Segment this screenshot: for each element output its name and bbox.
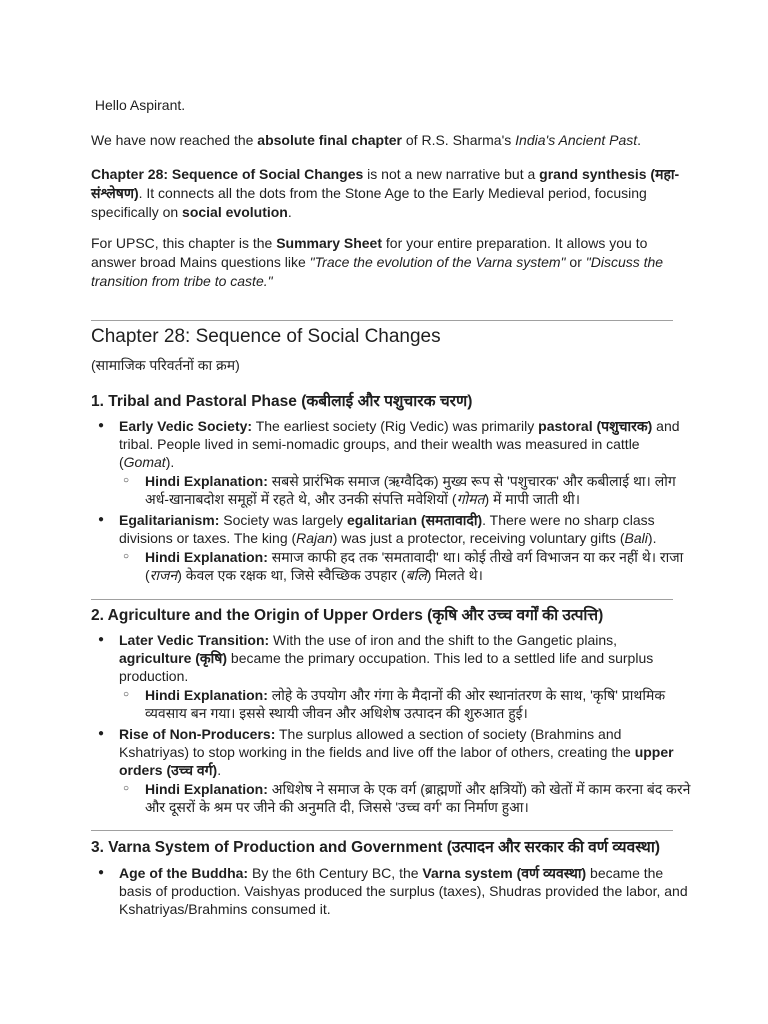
- list-item: [91, 511, 691, 584]
- bold-text: Summary Sheet: [276, 235, 383, 251]
- greeting-text: Hello Aspirant.: [94, 97, 186, 113]
- italic-text: बलि: [405, 567, 427, 583]
- list-item: [91, 725, 691, 816]
- text: Society was largely: [219, 512, 347, 528]
- text: The surplus allowed a section of society (Brahmins and Kshatriyas) to stop working in the fields and live off the labor of others, creating the: [119, 726, 635, 760]
- greeting: [91, 96, 691, 115]
- italic-text: "Trace the evolution of the Varna system": [309, 254, 566, 270]
- text: ) was just a protector, receiving voluntary gifts (: [332, 530, 625, 546]
- italic-text: Gomat: [123, 454, 166, 470]
- text: .: [287, 204, 292, 220]
- text: .: [217, 762, 222, 778]
- hindi-explanation: [119, 548, 691, 584]
- intro-paragraph-3: [91, 234, 691, 291]
- text: ).: [647, 530, 657, 546]
- item-label: Age of the Buddha:: [119, 865, 249, 881]
- bold-text: Chapter 28: Sequence of Social Changes: [91, 166, 364, 182]
- hindi-label: Hindi Explanation:: [145, 781, 268, 797]
- hindi-explanation: [119, 686, 691, 722]
- text: With the use of iron and the shift to the Gangetic plains,: [269, 632, 618, 648]
- sub-list: [119, 780, 691, 816]
- italic-text: India's Ancient Past: [515, 132, 638, 148]
- divider: [91, 599, 673, 600]
- text: became the primary occupation. This led to a settled life and surplus production.: [119, 650, 654, 684]
- text: The earliest society (Rig Vedic) was primarily: [252, 418, 539, 434]
- chapter-title: Chapter 28: Sequence of Social Changes: [91, 326, 441, 347]
- italic-text: गोमत: [456, 491, 485, 507]
- bold-text: agriculture (कृषि): [119, 650, 228, 666]
- bold-text: pastoral (पशुचारक): [538, 418, 653, 434]
- section-heading-2: 2. Agriculture and the Origin of Upper Orders (कृषि और उच्च वर्गों की उत्पत्ति): [91, 607, 604, 624]
- text: समाज काफी हद तक 'समतावादी' था। कोई तीखे वर्ग विभाजन या कर नहीं थे। राजा (: [145, 549, 684, 583]
- text: For UPSC, this chapter is the: [91, 235, 277, 251]
- chapter-subtitle: (सामाजिक परिवर्तनों का क्रम): [91, 357, 240, 373]
- text: is not a new narrative but a: [363, 166, 540, 182]
- list-item: [91, 864, 691, 918]
- italic-text: Bali: [624, 530, 648, 546]
- text: अधिशेष ने समाज के एक वर्ग (ब्राह्मणों और क्षत्रियों) को खेतों में काम करना बंद करने और दूसरों के श्रम पर जीने की अनुमति दी, जिससे 'उच्च वर्ग' का निर्माण हुआ।: [145, 781, 691, 815]
- item-label: Rise of Non-Producers:: [119, 726, 276, 742]
- hindi-label: Hindi Explanation:: [145, 473, 268, 489]
- bold-text: social evolution: [182, 204, 288, 220]
- text: and tribal. People lived in semi-nomadic groups, and their wealth was measured in cattle (: [119, 418, 680, 470]
- section-3-list: [91, 864, 691, 921]
- italic-text: Rajan: [296, 530, 333, 546]
- text: सबसे प्रारंभिक समाज (ऋग्वैदिक) मुख्य रूप से 'पशुचारक' और कबीलाई था। लोग अर्ध-खानाबदोश समूहों में रहते थे, और उनकी संपत्ति मवेशियों (: [145, 473, 676, 507]
- item-label: Egalitarianism:: [119, 512, 220, 528]
- hindi-label: Hindi Explanation:: [145, 687, 268, 703]
- text: .: [637, 132, 642, 148]
- hindi-explanation: [119, 472, 691, 508]
- bold-text: upper orders (उच्च वर्ग): [119, 744, 674, 778]
- intro-paragraph-1: [91, 131, 691, 150]
- text: ) में मापी जाती थी।: [484, 491, 581, 507]
- section-heading-3: 3. Varna System of Production and Government (उत्पादन और सरकार की वर्ण व्यवस्था): [91, 839, 661, 856]
- item-label: Early Vedic Society:: [119, 418, 253, 434]
- hindi-label: Hindi Explanation:: [145, 549, 268, 565]
- text: of R.S. Sharma's: [402, 132, 516, 148]
- list-item: [91, 631, 691, 722]
- text: for your entire preparation. It allows you to answer broad Mains questions like: [91, 235, 648, 270]
- text: By the 6th Century BC, the: [248, 865, 423, 881]
- bold-text: absolute final chapter: [257, 132, 402, 148]
- text: or: [565, 254, 586, 270]
- item-label: Later Vedic Transition:: [119, 632, 270, 648]
- text: . There were no sharp class divisions or taxes. The king (: [119, 512, 655, 546]
- bold-text: grand synthesis (महा-संश्लेषण): [91, 166, 680, 201]
- section-1-list: [91, 417, 691, 587]
- text: We have now reached the: [91, 132, 258, 148]
- sub-list: [119, 548, 691, 584]
- hindi-explanation: [119, 780, 691, 816]
- text: ).: [165, 454, 175, 470]
- text: . It connects all the dots from the Stone Age to the Early Medieval period, focusing specifically on: [91, 185, 647, 220]
- italic-text: राजन: [149, 567, 178, 583]
- section-2-list: [91, 631, 691, 819]
- sub-list: [119, 686, 691, 722]
- italic-text: "Discuss the transition from tribe to caste.": [91, 254, 664, 289]
- list-item: [91, 417, 691, 508]
- text: became the basis of production. Vaishyas produced the surplus (taxes), Shudras provided the labor, and Kshatriyas/Brahmins consumed it.: [119, 865, 688, 917]
- intro-paragraph-2: [91, 165, 691, 222]
- bold-text: egalitarian (समतावादी): [346, 512, 483, 528]
- section-heading-1: 1. Tribal and Pastoral Phase (कबीलाई और पशुचारक चरण): [91, 393, 473, 410]
- text: लोहे के उपयोग और गंगा के मैदानों की ओर स्थानांतरण के साथ, 'कृषि' प्राथमिक व्यवसाय बन गया। इससे स्थायी जीवन और अधिशेष उत्पादन की शुरुआत हुई।: [145, 687, 666, 721]
- bold-text: Varna system (वर्ण व्यवस्था): [422, 865, 587, 881]
- text: ) केवल एक रक्षक था, जिसे स्वैच्छिक उपहार (: [177, 567, 406, 583]
- sub-list: [119, 472, 691, 508]
- divider: [91, 320, 673, 321]
- text: ) मिलते थे।: [426, 567, 483, 583]
- divider: [91, 830, 673, 831]
